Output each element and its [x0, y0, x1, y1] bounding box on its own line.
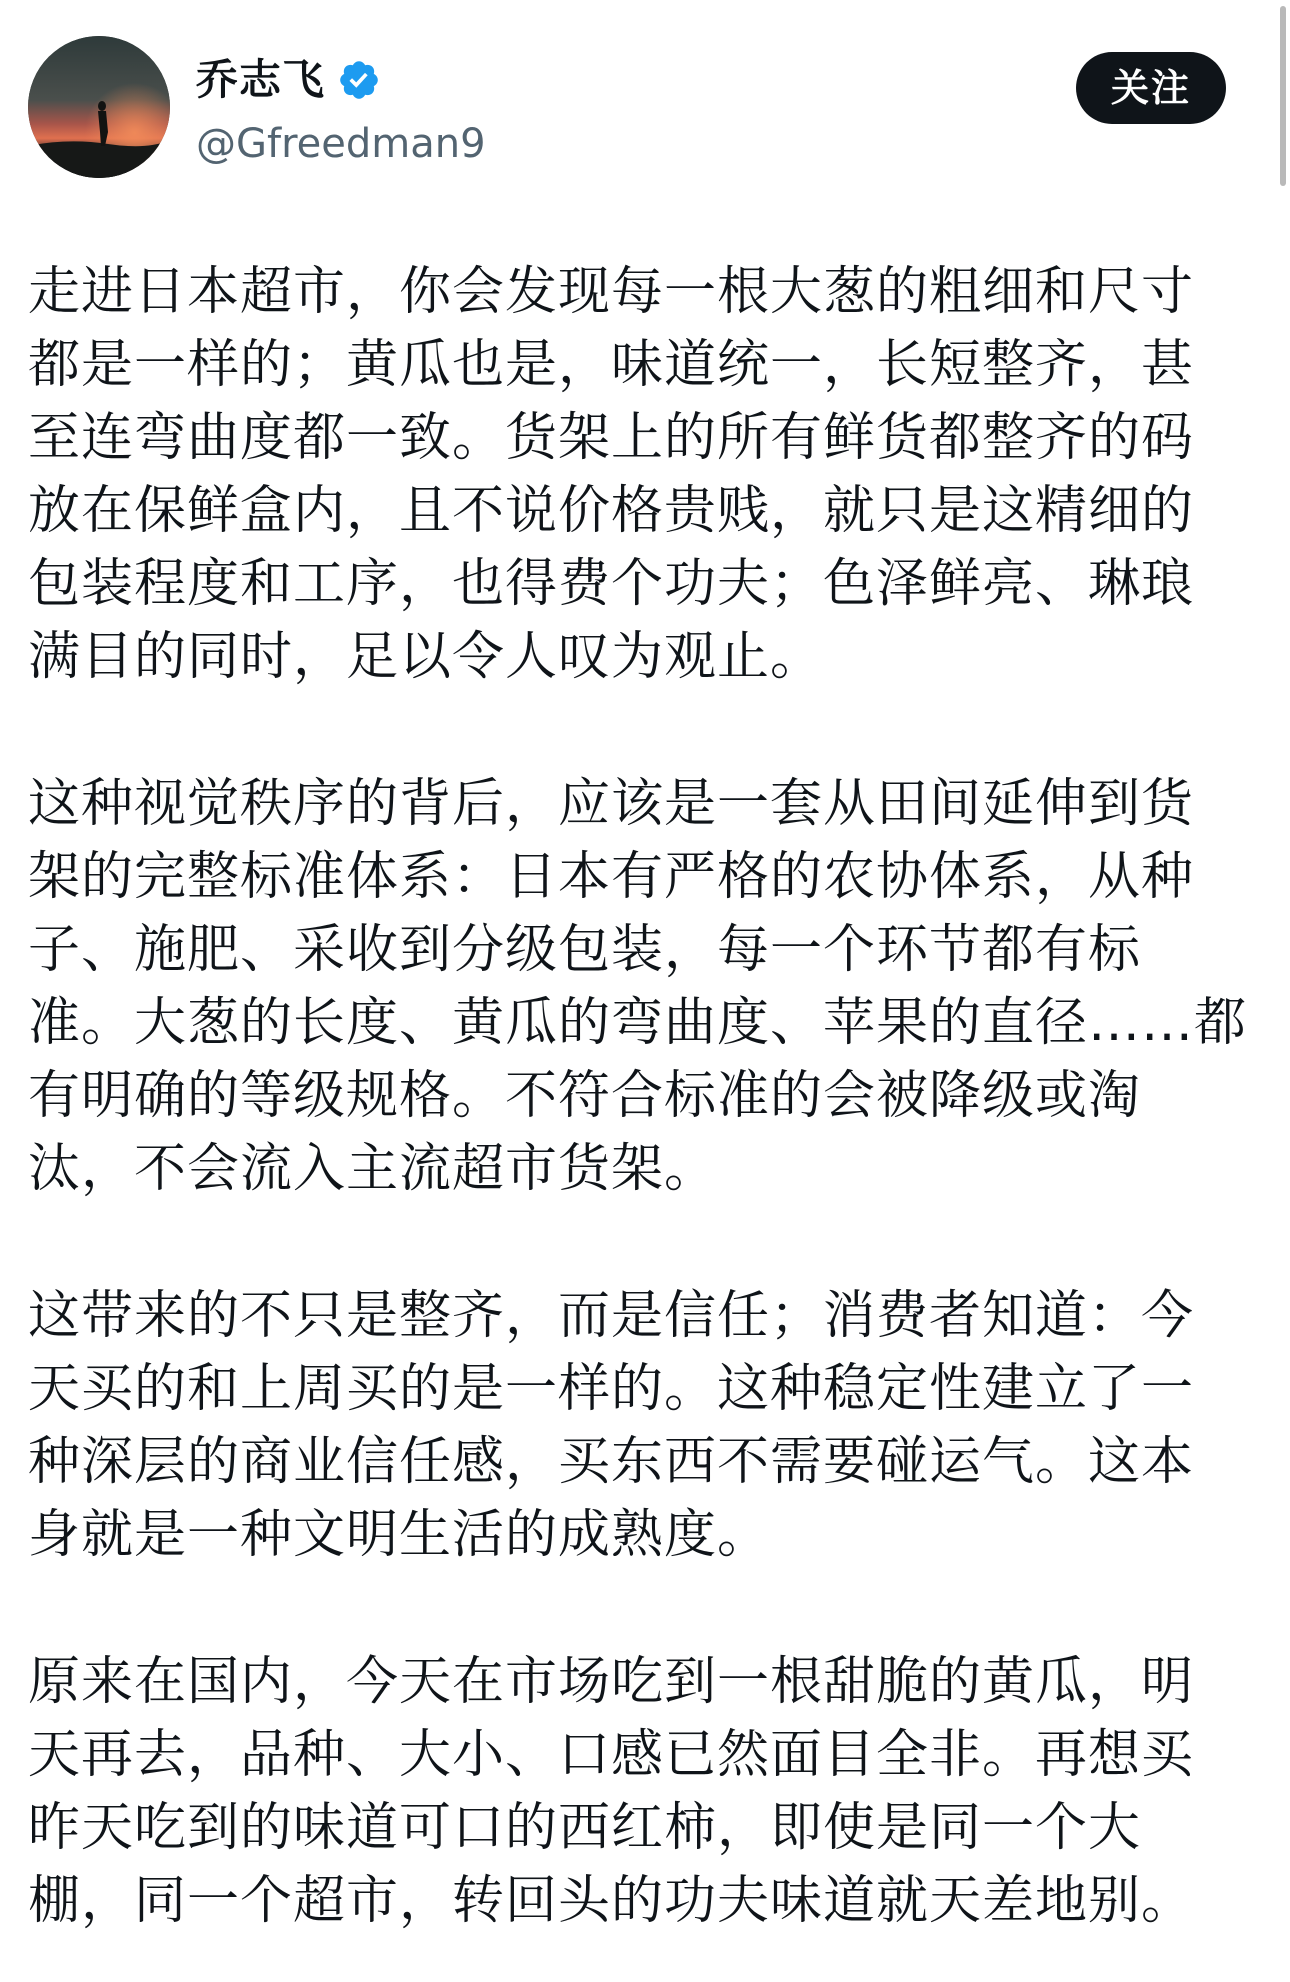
scrollbar[interactable]: [1276, 0, 1290, 1982]
post-text-line: 这种视觉秩序的背后，应该是一套从田间延伸到货: [28, 774, 1195, 834]
post-text-line: 汰，不会流入主流超市货架。: [28, 1139, 718, 1199]
post-body: [28, 256, 1248, 1982]
post-text-line: 天再去，品种、大小、口感已然面目全非。再想买: [28, 1725, 1195, 1785]
scrollbar-thumb[interactable]: [1280, 6, 1286, 186]
verified-badge-icon: [337, 58, 381, 102]
post-paragraph: [28, 1280, 1248, 1572]
post-text-line: 走进日本超市，你会发现每一根大葱的粗细和尺寸: [28, 262, 1195, 322]
post-text-line: 架的完整标准体系：日本有严格的农协体系，从种: [28, 847, 1195, 907]
post-text-line: 昨天吃到的味道可口的西红柿，即使是同一个大: [28, 1798, 1142, 1858]
author-display-name[interactable]: 乔志飞: [196, 55, 326, 104]
post-text-line: 放在保鲜盒内，且不说价格贵贱，就只是这精细的: [28, 481, 1195, 541]
author-name-row: [196, 50, 381, 110]
post-text-line: 至连弯曲度都一致。货架上的所有鲜货都整齐的码: [28, 408, 1195, 468]
post-text-line: 子、施肥、采收到分级包装，每一个环节都有标: [28, 920, 1142, 980]
post-text-line: 原来在国内，今天在市场吃到一根甜脆的黄瓜，明: [28, 1652, 1195, 1712]
follow-button[interactable]: 关注: [1076, 52, 1226, 124]
post-text-line: 棚，同一个超市，转回头的功夫味道就天差地别。: [28, 1871, 1195, 1931]
post-paragraph: [28, 768, 1248, 1206]
post-text-line: 包装程度和工序，也得费个功夫；色泽鲜亮、琳琅: [28, 554, 1195, 614]
post-text-line: 都是一样的；黄瓜也是，味道统一，长短整齐，甚: [28, 335, 1195, 395]
post-text-line: 有明确的等级规格。不符合标准的会被降级或淘: [28, 1066, 1142, 1126]
avatar[interactable]: [28, 36, 170, 178]
post-header: [28, 36, 1248, 186]
post-text-line: 天买的和上周买的是一样的。这种稳定性建立了一: [28, 1359, 1195, 1419]
post-paragraph: [28, 256, 1248, 694]
author-handle[interactable]: @Gfreedman9: [196, 121, 486, 167]
post-text-line: 满目的同时，足以令人叹为观止。: [28, 627, 824, 687]
post-text-line: 准。大葱的长度、黄瓜的弯曲度、苹果的直径……都: [28, 993, 1248, 1053]
post-text-line: 种深层的商业信任感，买东西不需要碰运气。这本: [28, 1432, 1195, 1492]
avatar-silhouette-icon: [28, 36, 170, 178]
post-text-line: 身就是一种文明生活的成熟度。: [28, 1505, 771, 1565]
post-text-line: 这带来的不只是整齐，而是信任；消费者知道：今: [28, 1286, 1195, 1346]
post-paragraph: [28, 1646, 1248, 1938]
